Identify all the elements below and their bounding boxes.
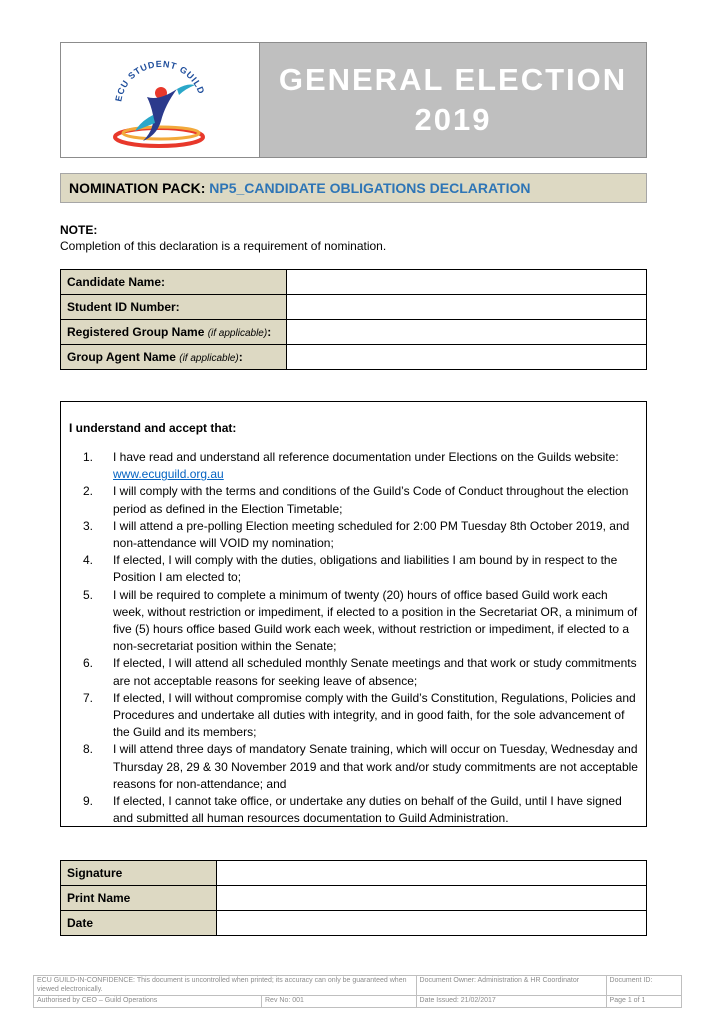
nomination-prefix: NOMINATION PACK:: [69, 180, 206, 196]
declaration-intro: I understand and accept that:: [69, 421, 237, 435]
signature-label: Signature: [61, 861, 217, 886]
list-item: 6. If elected, I will attend all scheduled monthly Senate meetings and that work or study commitments are not acceptable reasons for seeking leave of absence;: [83, 656, 637, 688]
list-item: 9. If elected, I cannot take office, or undertake any duties on behalf of the Guild, until I have signed and submitted all human resources documentation to Guild Administration.: [83, 794, 622, 826]
guild-website-link[interactable]: www.ecuguild.org.au: [113, 467, 224, 482]
list-item: 7. If elected, I will without compromise comply with the Guild’s Constitution, Regulations, Policies and Procedures and undertake all duties with integrity, and in good faith, for the sole advancement of the Guild and its members;: [83, 690, 636, 740]
table-row: [61, 861, 647, 886]
nomination-code: NP5_CANDIDATE OBLIGATIONS DECLARATION: [209, 180, 531, 196]
candidate-name-label: Candidate Name:: [61, 270, 287, 295]
table-row: [61, 345, 647, 370]
date-field[interactable]: [217, 911, 647, 936]
confidential-notice: ECU GUILD-IN-CONFIDENCE: This document is uncontrolled when printed; its accuracy can only be guaranteed when viewed electronically.: [34, 976, 417, 996]
revision-number: Rev No: 001: [262, 996, 417, 1008]
election-title: [260, 43, 646, 157]
list-item: 1. I have read and understand all reference documentation under Elections on the Guilds website: www.ecuguild.org.au: [83, 450, 619, 482]
list-item: 8. I will attend three days of mandatory Senate training, which will occur on Tuesday, Wednesday and Thursday 28, 29 & 30 November 2019 and that work and/or study commitments are not acceptable reasons for non-attendance; and: [83, 742, 638, 791]
note-section: [60, 222, 386, 254]
signoff-table: [60, 860, 647, 936]
list-item: 5. I will be required to complete a minimum of twenty (20) hours of office based Guild work each week, without restriction or impediment, if elected to a position in the Secretariat OR, a minimum of five (5) hours office based Guild work each week, without restriction or impediment, if elected to a non-secretariat position within the Senate;: [83, 587, 638, 654]
table-row: [61, 295, 647, 320]
student-id-field[interactable]: [287, 295, 647, 320]
list-item: 4. If elected, I will comply with the duties, obligations and liabilities I am bound by in respect to the Position I am elected to;: [83, 553, 618, 585]
print-name-field[interactable]: [217, 886, 647, 911]
logo-text: ECU STUDENT GUILD: [113, 58, 207, 103]
candidate-name-field[interactable]: [287, 270, 647, 295]
group-name-field[interactable]: [287, 320, 647, 345]
title-line-1: GENERAL ELECTION: [278, 62, 628, 97]
declaration-box: [60, 401, 647, 827]
print-name-label: Print Name: [61, 886, 217, 911]
note-heading: NOTE:: [60, 223, 98, 237]
student-id-label: Student ID Number:: [61, 295, 287, 320]
table-row: [61, 886, 647, 911]
title-line-2: 2019: [414, 102, 492, 137]
group-agent-field[interactable]: [287, 345, 647, 370]
group-name-label: Registered Group Name (if applicable):: [61, 320, 287, 345]
candidate-details-table: [60, 269, 647, 370]
list-item: 2. I will comply with the terms and conditions of the Guild’s Code of Conduct throughout the election period as defined in the Election Timetable;: [83, 484, 629, 516]
document-id: Document ID:: [606, 976, 681, 996]
signature-field[interactable]: [217, 861, 647, 886]
document-owner: Document Owner: Administration & HR Coordinator: [416, 976, 606, 996]
table-row: [61, 320, 647, 345]
document-header: [60, 42, 647, 158]
table-row: [61, 270, 647, 295]
obligations-list: [69, 449, 638, 827]
page-number: Page 1 of 1: [606, 996, 681, 1008]
logo-container: [61, 43, 260, 157]
table-row: [61, 911, 647, 936]
group-agent-label: Group Agent Name (if applicable):: [61, 345, 287, 370]
ecu-student-guild-logo: [99, 49, 223, 153]
list-item: 3. I will attend a pre-polling Election meeting scheduled for 2:00 PM Tuesday 8th October 2019, and non-attendance will VOID my nomination;: [83, 518, 630, 551]
date-issued: Date Issued: 21/02/2017: [416, 996, 606, 1008]
nomination-pack-bar: [60, 173, 647, 203]
document-footer: [33, 975, 682, 1008]
date-label: Date: [61, 911, 217, 936]
authorised-by: Authorised by CEO – Guild Operations: [34, 996, 262, 1008]
note-text: Completion of this declaration is a requirement of nomination.: [60, 239, 387, 253]
